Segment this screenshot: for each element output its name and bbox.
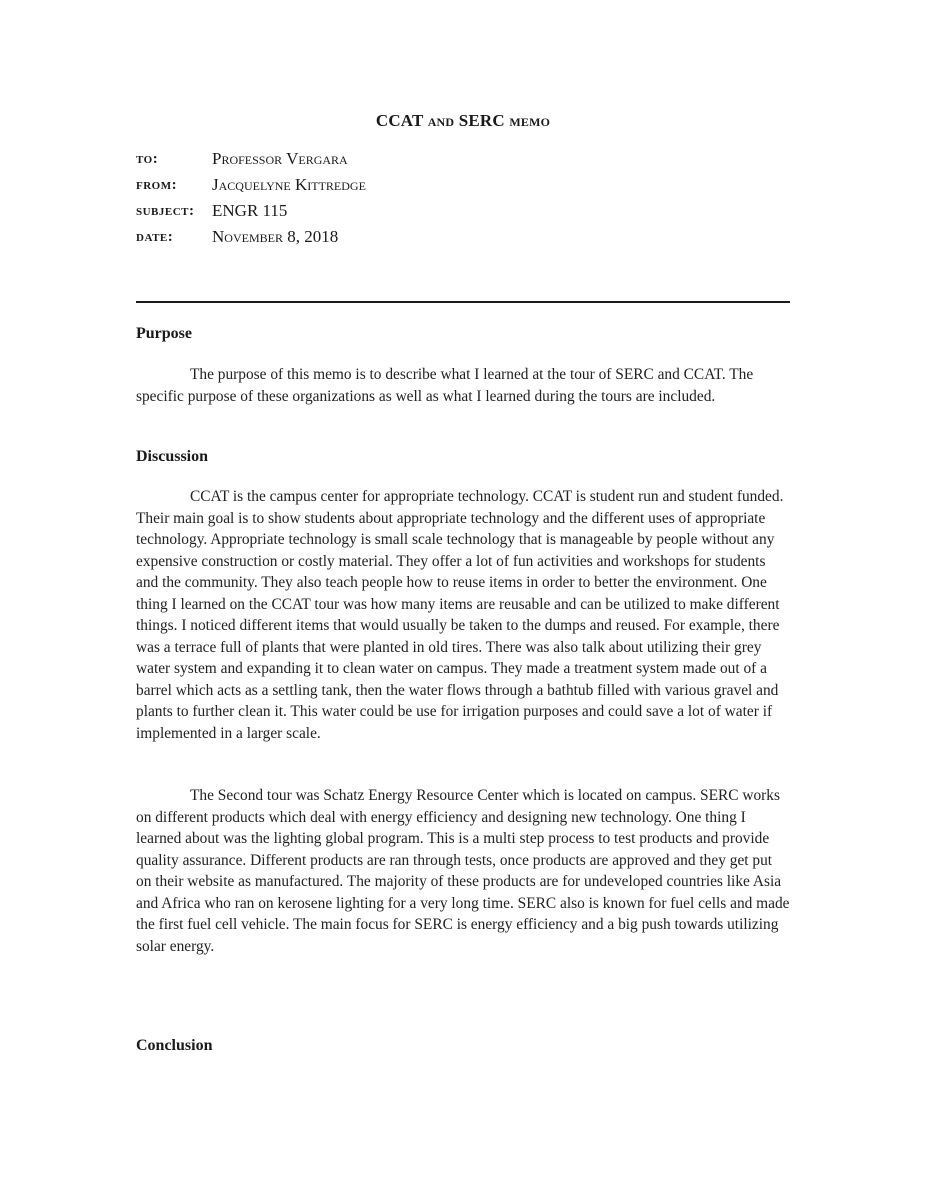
header-divider — [136, 301, 790, 303]
from-label: from: — [136, 177, 178, 193]
subject-label: subject: — [136, 203, 195, 219]
memo-title: CCAT and SERC memo — [375, 111, 551, 130]
purpose-heading: Purpose — [136, 325, 192, 342]
purpose-paragraph: The purpose of this memo is to describe what I learned at the tour of SERC and CCAT. The specific purpose of these organizations as well as what I learned during the tours are included. — [136, 366, 754, 405]
discussion-paragraph-2: The Second tour was Schatz Energy Resource Center which is located on campus. SERC works on different products which deal with energy efficiency and designing new technology. One thing I learned about was the lighting global program. This is a multi step process to test products and provide quality assurance. Different products are ran through tests, once products are approved and they get put on their website as manufactured. The majority of these products are for undeveloped countries like Asia and Africa who ran on kerosene lighting for a very long time. SERC also is known for fuel cells and made the first fuel cell vehicle. The main focus for SERC is energy efficiency and a big push towards utilizing solar energy. — [136, 787, 790, 955]
from-value: Jacquelyne Kittredge — [212, 175, 366, 194]
discussion-heading: Discussion — [136, 448, 209, 465]
to-value: Professor Vergara — [212, 149, 348, 168]
conclusion-heading: Conclusion — [136, 1037, 213, 1054]
date-label: date: — [136, 229, 174, 245]
to-label: to: — [136, 151, 159, 167]
discussion-paragraph-1: CCAT is the campus center for appropriate technology. CCAT is student run and student funded. Their main goal is to show students about appropriate technology and the different uses of appropriate technology. Appropriate technology is small scale technology that is manageable by people without any expensive construction or costly material. They offer a lot of fun activities and workshops for students and the community. They also teach people how to reuse items in order to better the environment. One thing I learned on the CCAT tour was how many items are reusable and can be utilized to make different things. I noticed different items that would usually be taken to the dumps and reused. For example, there was a terrace full of plants that were planted in old tires. There was also talk about utilizing their grey water system and expanding it to clean water on campus. They made a treatment system made out of a barrel which acts as a settling tank, then the water flows through a bathtub filled with various gravel and plants to further clean it. This water could be use for irrigation purposes and could save a lot of water if implemented in a larger scale. — [136, 488, 784, 742]
subject-value: ENGR 115 — [212, 201, 288, 220]
date-value: November 8, 2018 — [212, 227, 339, 246]
